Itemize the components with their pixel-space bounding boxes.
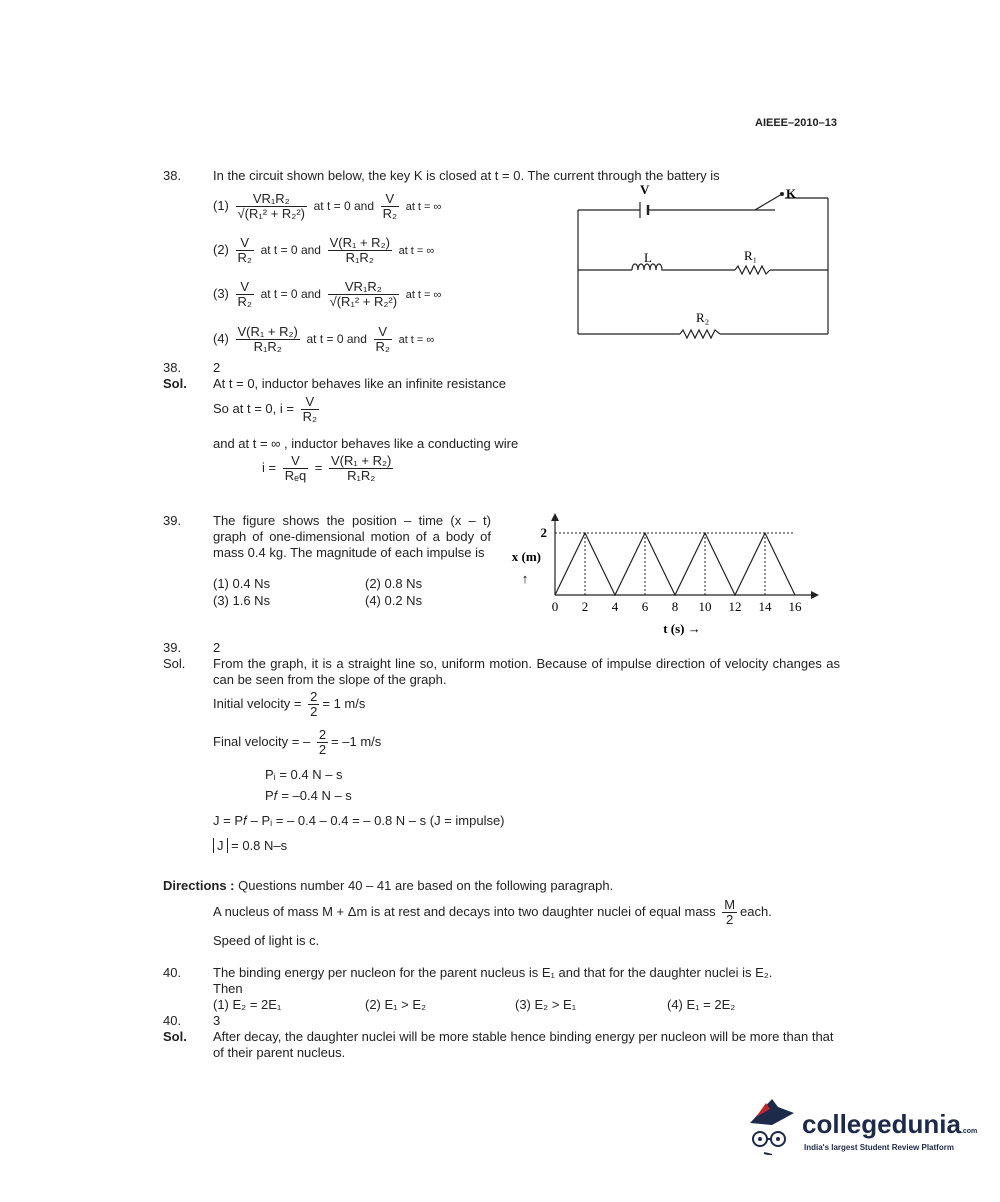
question-text: Then bbox=[213, 981, 243, 996]
logo-name: collegedunia bbox=[802, 1109, 961, 1139]
solution-text: After decay, the daughter nuclei will be more stable hence binding energy per nucleon will be more than that of their parent nucleus. bbox=[213, 1029, 834, 1060]
logo-mascot-icon bbox=[742, 1095, 802, 1155]
option: (1) E₂ = 2E₁ bbox=[213, 997, 282, 1012]
final-momentum: P𝑓 = –0.4 N – s bbox=[265, 788, 352, 803]
collegedunia-logo bbox=[742, 1095, 978, 1175]
logo-suffix: .com bbox=[960, 1128, 978, 1135]
x-tick-label: 14 bbox=[758, 599, 772, 614]
label-R1: R₁ bbox=[744, 248, 758, 263]
solution-label: Sol. bbox=[163, 1029, 187, 1044]
x-tick-label: 8 bbox=[671, 599, 679, 614]
option: (1) $\frac{\text{VR₁R₂}}{\text{√(R₁² + R₂²)}}$ at t = 0 and $\frac{V}{\text{R₂}}$ at t = ∞ bbox=[213, 191, 442, 221]
y-axis-label: x (m) bbox=[511, 549, 541, 564]
option: (2) 0.8 Ns bbox=[365, 576, 423, 591]
question-number: 38. bbox=[163, 168, 182, 183]
option: (4) E₁ = 2E₂ bbox=[667, 997, 736, 1012]
question-number: 39. bbox=[163, 513, 182, 528]
series-line bbox=[555, 533, 795, 595]
label-L: L bbox=[644, 250, 652, 265]
directions: Directions : Questions number 40 – 41 are based on the following paragraph. bbox=[163, 878, 614, 893]
answer-value: 3 bbox=[213, 1013, 221, 1028]
solution-label: Sol. bbox=[163, 656, 186, 671]
option: (1) 0.4 Ns bbox=[213, 576, 271, 591]
answer-number: 39. bbox=[163, 640, 182, 655]
label-V: V bbox=[640, 182, 650, 197]
xt-graph bbox=[500, 505, 840, 640]
option: (4) $\frac{\text{V(R₁ + R₂)}}{\text{R₁R₂}}$ at t = 0 and $\frac{V}{\text{R₂}}$ at t = ∞ bbox=[213, 324, 435, 354]
impulse-magnitude: J = 0.8 N–s bbox=[213, 838, 287, 853]
option: (4) 0.2 Ns bbox=[365, 593, 423, 608]
label-K: K bbox=[786, 186, 797, 201]
logo-tagline: India's largest Student Review Platform bbox=[804, 1143, 954, 1152]
y-axis-label-arrow: ↑ bbox=[521, 571, 529, 586]
circuit-diagram bbox=[560, 180, 850, 340]
question-text: The figure shows the position – time (x – t) graph of one-dimensional motion of a body of mass 0.4 kg. The magnitude of each impulse is bbox=[213, 513, 491, 560]
solution-label: Sol. bbox=[163, 376, 187, 391]
directions-paragraph: Speed of light is c. bbox=[213, 933, 320, 948]
option: (2) E₁ > E₂ bbox=[365, 997, 427, 1012]
question-number: 40. bbox=[163, 965, 182, 980]
switch-contact bbox=[780, 192, 784, 196]
solution-text: From the graph, it is a straight line so, uniform motion. Because of impulse direction of velocity changes as can be seen from the slope of the graph. bbox=[213, 656, 840, 687]
x-tick-label: 4 bbox=[611, 599, 619, 614]
answer-number: 38. bbox=[163, 360, 182, 375]
option: (3) $\frac{V}{\text{R₂}}$ at t = 0 and $\frac{\text{VR₁R₂}}{\text{√(R₁² + R₂²)}}$ at t = ∞ bbox=[213, 279, 442, 309]
solution-line: and at t = ∞ , inductor behaves like a conducting wire bbox=[213, 436, 519, 451]
x-tick-label: 12 bbox=[728, 599, 742, 614]
y-tick-label: 2 bbox=[540, 525, 547, 540]
question-text: In the circuit shown below, the key K is closed at t = 0. The current through the battery is bbox=[213, 168, 720, 183]
x-tick-label: 0 bbox=[551, 599, 559, 614]
y-axis-arrow bbox=[551, 513, 559, 521]
initial-momentum: Pᵢ = 0.4 N – s bbox=[265, 767, 343, 782]
x-axis-arrow bbox=[811, 591, 819, 599]
answer-value: 2 bbox=[213, 640, 221, 655]
x-tick-label: 10 bbox=[698, 599, 712, 614]
solution-line: At t = 0, inductor behaves like an infinite resistance bbox=[213, 376, 507, 391]
page-reference: AIEEE–2010–13 bbox=[755, 117, 837, 129]
directions-paragraph: A nucleus of mass M + Δm is at rest and decays into two daughter nuclei of equal mass $\frac{M}{2}$ each. bbox=[213, 897, 772, 927]
answer-value: 2 bbox=[213, 360, 221, 375]
x-tick-label: 16 bbox=[788, 599, 802, 614]
initial-velocity: Initial velocity = $\frac{2}{2}$ = 1 m/s bbox=[213, 689, 366, 719]
question-text: The binding energy per nucleon for the parent nucleus is E₁ and that for the daughter nuclei is E₂. bbox=[213, 965, 773, 980]
answer-number: 40. bbox=[163, 1013, 182, 1028]
option: (3) 1.6 Ns bbox=[213, 593, 271, 608]
label-R2: R₂ bbox=[696, 310, 710, 325]
solution-line: So at t = 0, i = $\frac{V}{\text{R₂}}$ bbox=[213, 394, 318, 424]
x-tick-label: 6 bbox=[641, 599, 649, 614]
option: (2) $\frac{V}{\text{R₂}}$ at t = 0 and $\frac{\text{V(R₁ + R₂)}}{\text{R₁R₂}}$ at t = ∞ bbox=[213, 235, 435, 265]
solution-equation: i = $\frac{V}{\text{Rₑq}}$ = $\frac{\text{V(R₁ + R₂)}}{\text{R₁R₂}}$ bbox=[262, 453, 392, 483]
impulse-equation: J = P𝑓 – Pᵢ = – 0.4 – 0.4 = – 0.8 N – s (J = impulse) bbox=[213, 813, 505, 828]
x-axis-label: t (s) → bbox=[663, 621, 701, 636]
option: (3) E₂ > E₁ bbox=[515, 997, 577, 1012]
final-velocity: Final velocity = – $\frac{2}{2}$ = –1 m/s bbox=[213, 727, 382, 757]
x-tick-label: 2 bbox=[581, 599, 589, 614]
